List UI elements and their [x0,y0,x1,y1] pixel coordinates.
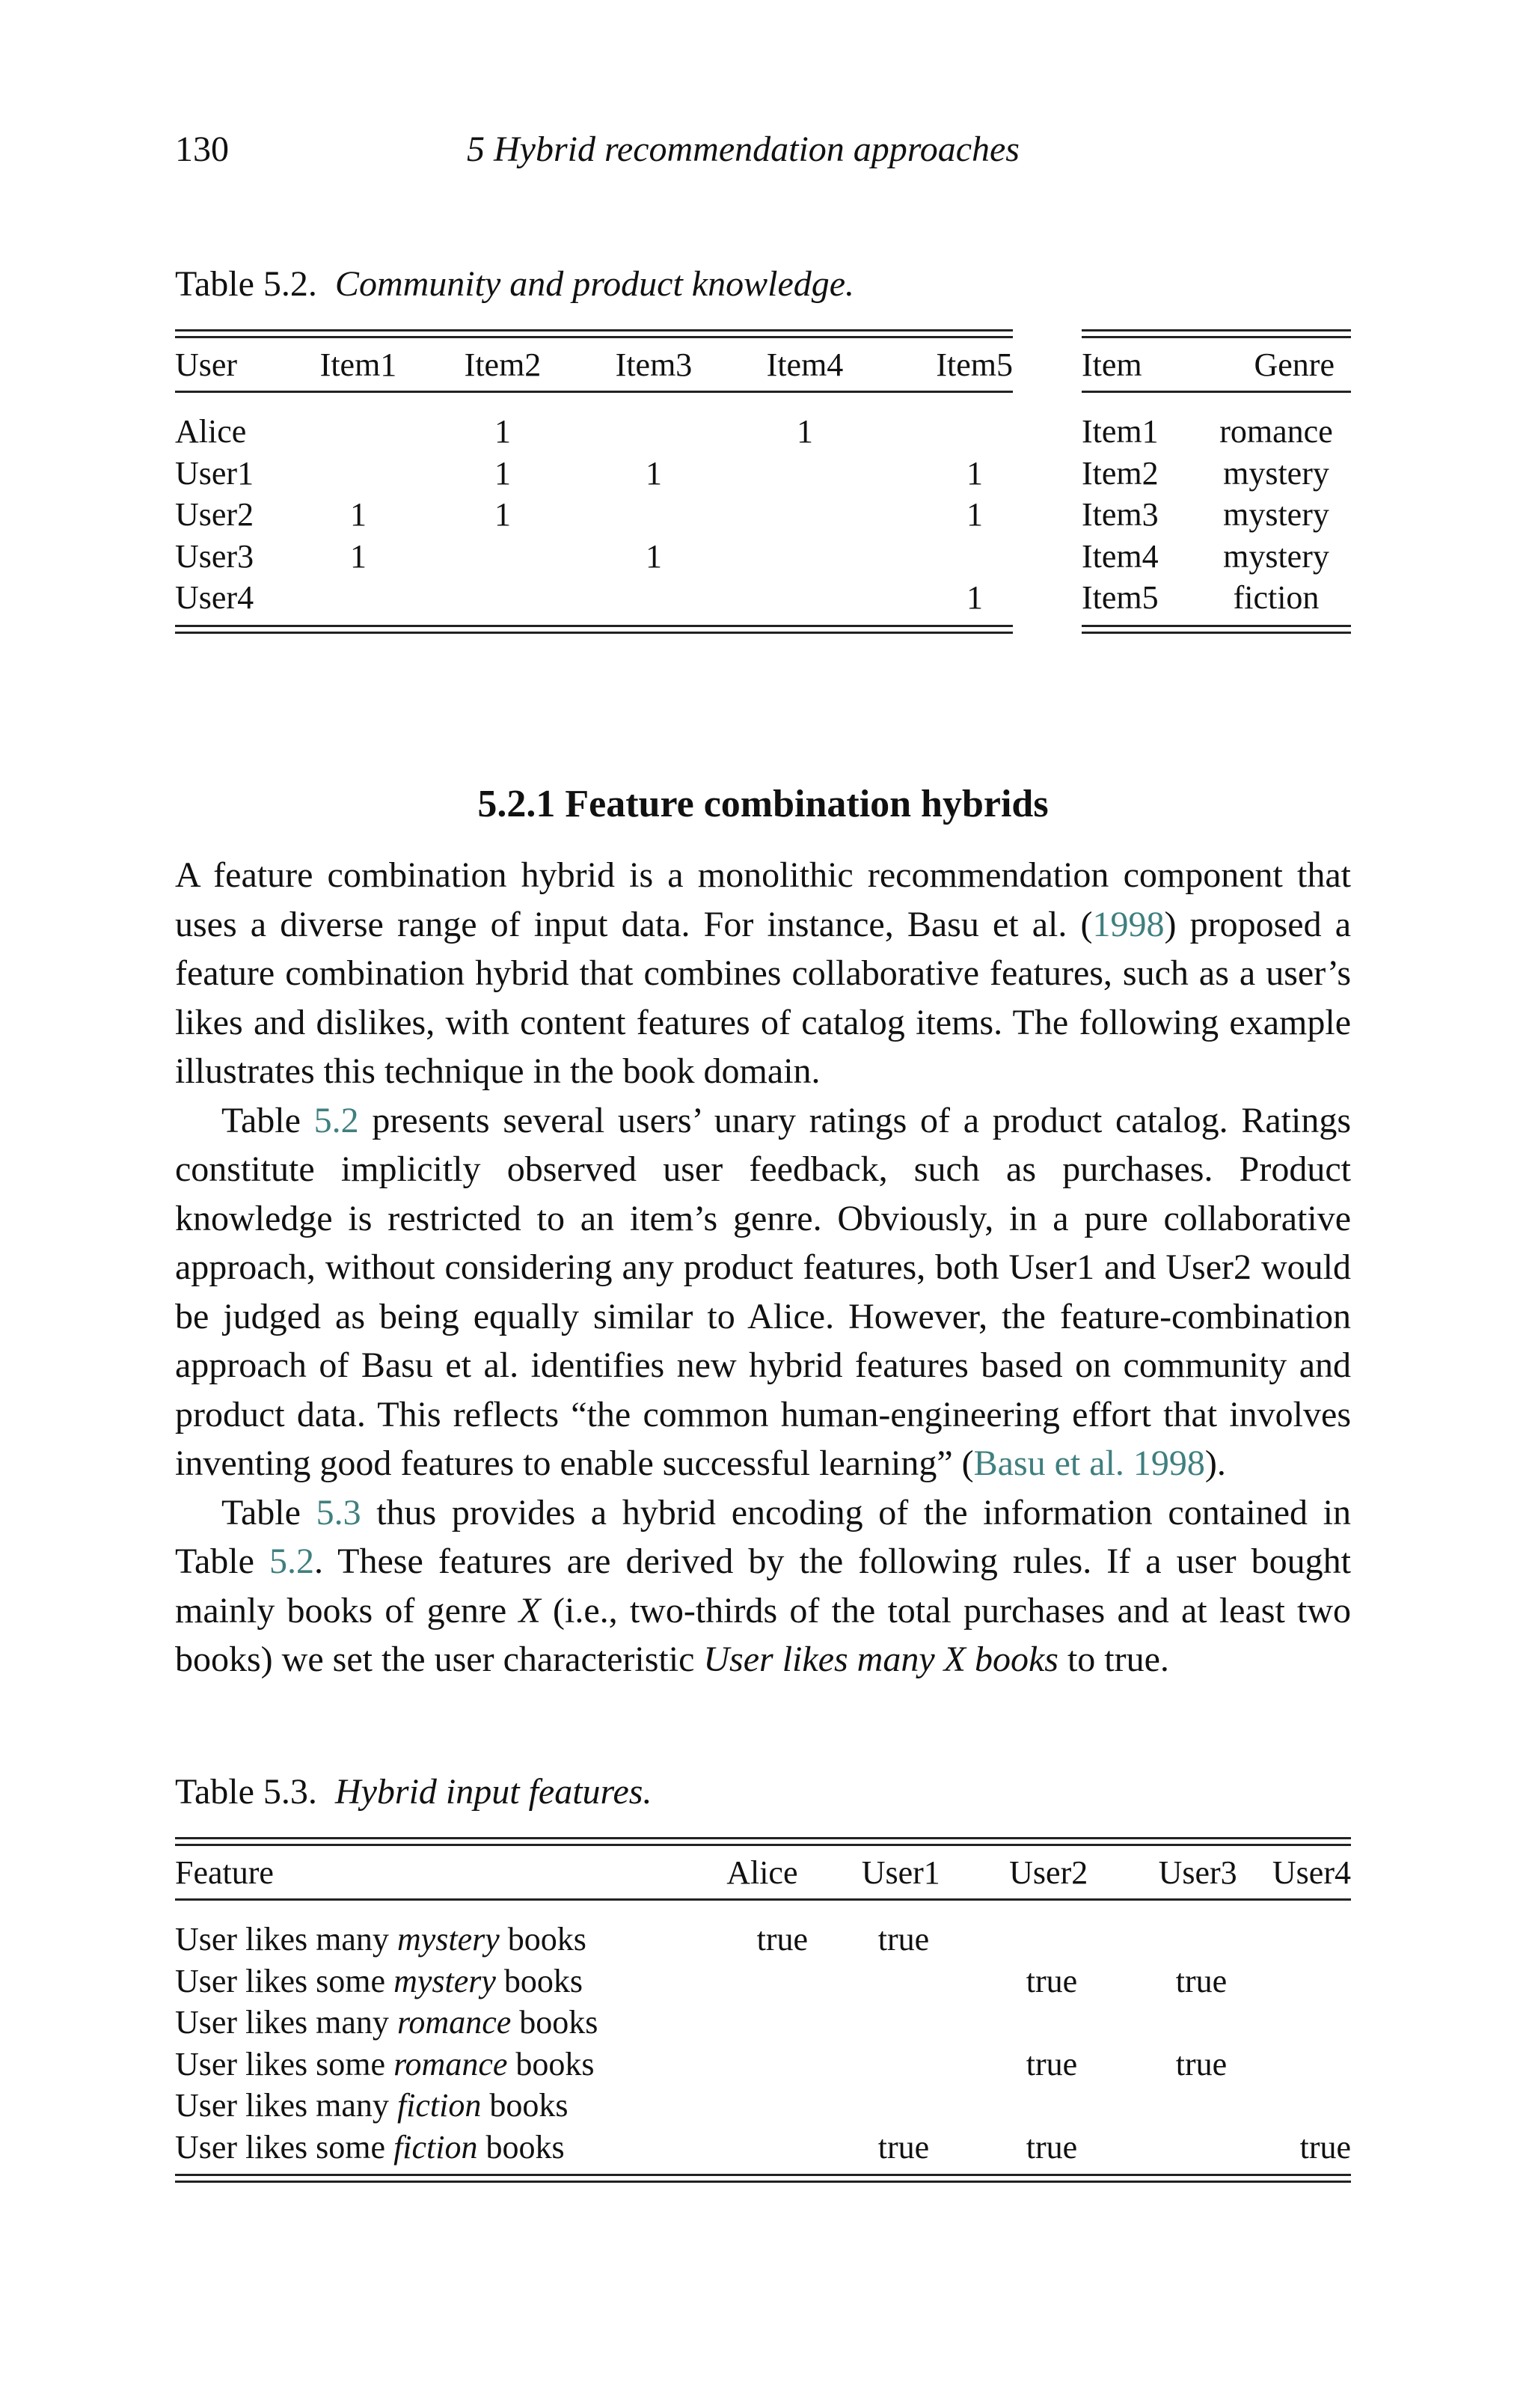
table-row [175,494,1013,536]
table-top-rule [175,329,1013,338]
column-header: Item4 [766,346,844,383]
table-cell [830,2085,977,2127]
table-cell: 1 [350,496,367,534]
table-cell [290,453,426,495]
table-cell: true [1026,1962,1078,1999]
table-row [1082,577,1351,619]
table-row [175,536,1013,578]
feature-label: User likes some fiction books [175,2128,565,2166]
table-cell [830,2044,977,2085]
table-cell: User4 [175,579,254,617]
table-header-row [1082,338,1351,391]
column-header: Item5 [936,346,1013,383]
table-row [175,2085,1351,2127]
table-cell: true [877,1921,930,1958]
table-row [175,2002,1351,2044]
table-cell: 1 [797,413,813,450]
table-bottom-rule [1082,625,1351,634]
feature-label: User likes some mystery books [175,1962,583,1999]
table-cell: User3 [175,537,254,575]
hybrid-features-table [175,1837,1351,2183]
table-cell: Item5 [1082,579,1159,617]
table-cell [1276,1961,1351,2002]
section-heading: 5.2.1 Feature combination hybrids [477,783,1049,825]
table-header-row [175,1846,1351,1898]
feature-label: User likes many fiction books [175,2087,569,2124]
column-header: Item3 [615,346,693,383]
table-cell [290,411,426,453]
table-cell: true [877,2128,930,2166]
table-cell [1276,2002,1351,2044]
table-bottom-rule [175,625,1013,634]
table-cell: mystery [1223,537,1329,575]
table-cell [426,536,579,578]
table-cell [290,577,426,619]
column-header: User3 [1158,1854,1237,1891]
table-bottom-rule [175,2174,1351,2183]
caption-label: Table 5.3. [175,1772,317,1812]
body-text [175,851,1351,1684]
table-cell [1276,1919,1351,1961]
caption-label: Table 5.2. [175,264,317,304]
table-cell: 1 [966,496,983,534]
table-top-rule [175,1837,1351,1846]
table-cell [654,2044,830,2085]
running-title: 5 Hybrid recommendation approaches [467,129,1020,169]
column-header: Genre [1254,346,1335,383]
table-cell [654,2085,830,2127]
table-cell [579,411,729,453]
table-cell [1127,2085,1276,2127]
column-header: Item [1082,346,1142,383]
table-row [175,1919,1351,1961]
citation-link[interactable]: 1998 [1092,904,1165,944]
table-cell: User1 [175,454,254,492]
table-cell [830,2002,977,2044]
column-header: Alice [726,1854,798,1891]
column-header: User [175,346,238,383]
table-row [1082,536,1351,578]
table-row [1082,453,1351,495]
table-cell [654,2002,830,2044]
table-ref-link[interactable]: 5.2 [313,1100,359,1140]
table-cell [1127,2002,1276,2044]
table-cell [977,1919,1127,1961]
table-cell: User2 [175,496,254,534]
table-cell [579,577,729,619]
table-top-rule [1082,329,1351,338]
paragraph-1: A feature combination hybrid is a monolithic recommendation component that uses a diverse range of input data. For instance, Basu et al. (1998) proposed a feature combination hybrid that combines collaborative features, such as a user’s likes and dislikes, with content features of catalog items. The following example illustrates this technique in the book domain. [175,855,1351,1091]
table-header-row [175,338,1013,391]
table-cell [579,494,729,536]
table-cell: mystery [1223,454,1329,492]
table-ref-link[interactable]: 5.2 [269,1541,314,1581]
table-cell [977,2002,1127,2044]
table-cell: 1 [646,537,662,575]
table-row [175,411,1013,453]
table-cell: 1 [966,579,983,617]
feature-label: User likes many mystery books [175,1921,586,1958]
ratings-table [175,329,1013,634]
table-cell: Alice [175,413,247,450]
table-cell [1276,2044,1351,2085]
table-cell [830,1961,977,2002]
table-5-3-caption [175,1768,652,1816]
table-5-2-caption [175,260,854,308]
caption-title: Community and product knowledge. [334,264,855,304]
feature-label: User likes many romance books [175,2004,598,2041]
table-cell: 1 [646,454,662,492]
column-header: User4 [1272,1854,1351,1891]
table-cell: 1 [494,413,511,450]
page-number: 130 [175,129,229,169]
paragraph-3: Table 5.3 thus provides a hybrid encoding of the information contained in Table 5.2. These features are derived by the following rules. If a user bought mainly books of genre X (i.e., two-thirds of the total purchases and at least two books) we set the user characteristic User likes many X books to true. [175,1492,1352,1679]
table-cell: fiction [1233,579,1320,617]
table-cell: Item2 [1082,454,1159,492]
column-header: Feature [175,1854,274,1891]
genre-table [1082,329,1351,634]
table-cell [881,411,1013,453]
column-header: User2 [1009,1854,1088,1891]
table-cell [1276,2085,1351,2127]
table-cell: romance [1219,413,1333,450]
running-header [175,126,1351,174]
table-cell: true [1026,2045,1078,2082]
table-cell [426,577,579,619]
table-cell: Item4 [1082,537,1159,575]
table-cell [654,2127,830,2169]
table-cell: Item3 [1082,496,1159,534]
table-cell: true [1175,2045,1228,2082]
table-ref-link[interactable]: 5.3 [316,1492,361,1532]
table-cell [977,2085,1127,2127]
table-cell: true [1299,2128,1351,2166]
table-cell: 1 [494,496,511,534]
table-cell: true [1026,2128,1078,2166]
table-cell [881,536,1013,578]
table-row [175,1961,1351,2002]
table-cell: 1 [350,537,367,575]
caption-title: Hybrid input features. [334,1772,652,1812]
table-cell: 1 [494,454,511,492]
table-row [1082,494,1351,536]
table-cell [1127,1919,1276,1961]
table-row [175,453,1013,495]
column-header: Item2 [464,346,542,383]
feature-label: User likes some romance books [175,2045,595,2082]
table-row [175,2044,1351,2085]
table-cell [729,577,881,619]
table-row [175,577,1013,619]
table-cell [729,494,881,536]
table-row [175,2127,1351,2169]
table-cell [729,453,881,495]
table-cell: mystery [1223,496,1329,534]
paragraph-2: Table 5.2 presents several users’ unary ratings of a product catalog. Ratings constitute implicitly observed user feedback, such as purchases. Product knowledge is restricted to an item’s genre. Obviously, in a pure collaborative approach, without considering any product features, both User1 and User2 would be judged as being equally similar to Alice. However, the feature-combination approach of Basu et al. identifies new hybrid features based on community and product data. This reflects “the common human-engineering effort that involves inventing good features to enable successful learning” (Basu et al. 1998). [175,1100,1352,1483]
table-cell: true [756,1921,808,1958]
table-cell [654,1961,830,2002]
table-cell [1127,2127,1276,2169]
column-header: Item1 [319,346,397,383]
citation-link[interactable]: Basu et al. 1998 [973,1443,1205,1483]
table-cell: 1 [966,454,983,492]
column-header: User1 [861,1854,940,1891]
table-cell: Item1 [1082,413,1159,450]
table-cell [729,536,881,578]
table-cell: true [1175,1962,1228,1999]
table-row [1082,411,1351,453]
